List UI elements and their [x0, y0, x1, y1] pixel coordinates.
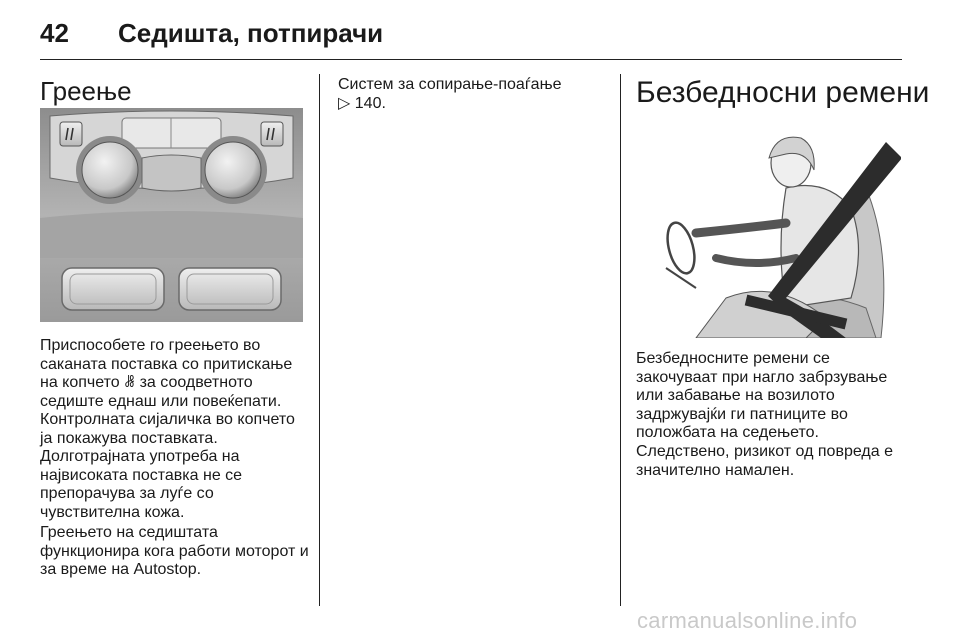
page-number: 42	[40, 18, 69, 48]
page-reference-arrow-icon: ▷	[338, 94, 351, 112]
heating-heading: Греење	[40, 76, 132, 106]
heating-paragraph-2: Долготрајната употреба на највисоката поставка не се препорачува за луѓе со чувствителна кожа.	[40, 448, 243, 521]
page-header	[40, 14, 900, 54]
reference-page[interactable]: 140.	[354, 94, 386, 112]
watermark: carmanualsonline.info	[637, 608, 858, 633]
header-divider	[40, 59, 902, 60]
chapter-title: Седишта, потпирачи	[118, 18, 384, 48]
start-stop-reference	[338, 76, 608, 113]
seat-belts-paragraph: Безбедносните ремени се закочуваат при нагло забрзување или забавање на возилото задржувајќи ги патниците во положбата на седењето. Следствено, ризикот од повреда е значително намален.	[636, 350, 893, 479]
heating-paragraph-3: Греењето на седиштата функционира кога работи моторот и за време на Autostop.	[40, 524, 309, 579]
seat-belts-heading: Безбедносни ремени	[636, 76, 930, 109]
column-divider-left	[319, 74, 320, 606]
heating-paragraph-1: Приспособете го греењето во саканата поставка со притискање на копчето ꗡ за соодветното седиште еднаш или повеќепати. Контролната сијаличка во копчето ја покажува поставката.	[40, 337, 295, 447]
column-divider-right	[620, 74, 621, 606]
heater-console-illustration	[40, 108, 303, 322]
reference-title: Систем за сопирање-поаѓање	[338, 76, 562, 93]
seat-belt-illustration	[636, 128, 901, 338]
